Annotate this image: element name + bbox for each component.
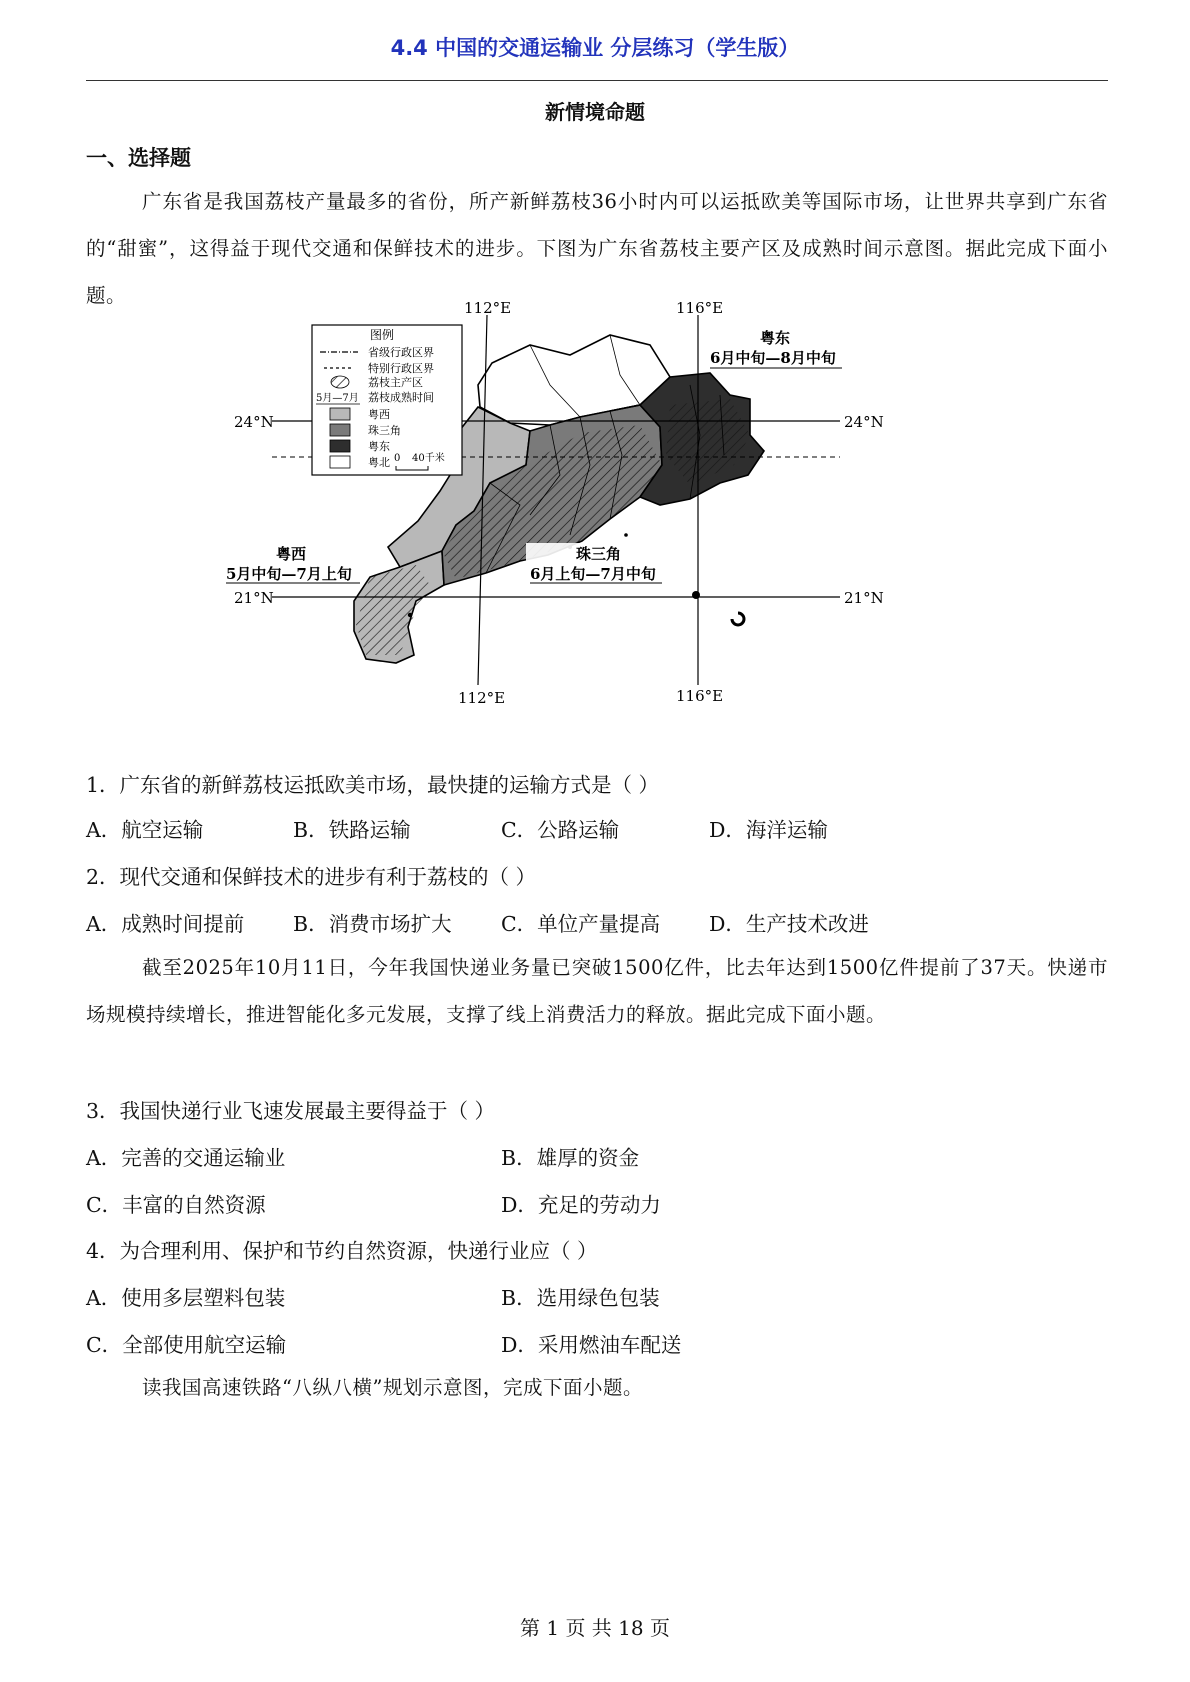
- legend-scale-km: 40千米: [412, 453, 445, 464]
- lat-label-21-left: 21°N: [234, 589, 274, 607]
- legend-item-province: 省级行政区界: [368, 346, 434, 359]
- annotation-west: [226, 545, 360, 583]
- question-1: 1．广东省的新鲜荔枝运抵欧美市场，最快捷的运输方式是（ ）: [86, 773, 660, 797]
- legend-region-prd: 珠三角: [368, 424, 401, 437]
- annotation-east-name: 粤东: [760, 329, 791, 347]
- passage-lychee: 广东省是我国荔枝产量最多的省份，所产新鲜荔枝36小时内可以运抵欧美等国际市场，让世界共享到广东省的“甜蜜”，这得益于现代交通和保鲜技术的进步。下图为广东省荔枝主要产区及成熟时间示意图。据此完成下面小题。: [86, 190, 1108, 307]
- question-3: 3．我国快递行业飞速发展最主要得益于（ ）: [86, 1099, 496, 1123]
- legend-item-sar: 特别行政区界: [368, 362, 434, 375]
- q1-option-d[interactable]: D．海洋运输: [709, 818, 828, 842]
- q3-option-c[interactable]: C．丰富的自然资源: [86, 1193, 266, 1217]
- lychee-zone-hatch-west: [356, 565, 430, 655]
- lat-label-24-right: 24°N: [844, 413, 884, 431]
- passage-express: 截至2025年10月11日，今年我国快递业务量已突破1500亿件，比去年达到1500亿件提前了37天。快递市场规模持续增长，推进智能化多元发展，支撑了线上消费活力的释放。据此完成下面小题。: [86, 956, 1108, 1026]
- q3-option-b[interactable]: B．雄厚的资金: [501, 1146, 640, 1170]
- legend-region-east: 粤东: [368, 440, 390, 453]
- annotation-east: [700, 327, 850, 371]
- q2-option-c[interactable]: C．单位产量提高: [501, 912, 661, 936]
- header-divider: [86, 80, 1108, 81]
- q1-option-a[interactable]: A．航空运输: [86, 818, 204, 842]
- map-legend: [312, 325, 462, 475]
- lat-label-24-left: 24°N: [234, 413, 274, 431]
- page-number: 第 1 页 共 18 页: [520, 1616, 670, 1640]
- q4-option-b[interactable]: B．选用绿色包装: [501, 1286, 660, 1310]
- annotation-west-time: 5月中旬—7月上旬: [226, 565, 352, 583]
- document-title: 4.4 中国的交通运输业 分层练习（学生版）: [390, 36, 800, 60]
- legend-time-sample: 5月—7月: [316, 393, 359, 404]
- q3-option-d[interactable]: D．充足的劳动力: [501, 1193, 661, 1217]
- lon-label-116-bottom: 116°E: [676, 687, 724, 705]
- lat-label-21-right: 21°N: [844, 589, 884, 607]
- q3-option-a[interactable]: A．完善的交通运输业: [86, 1146, 286, 1170]
- lon-label-112-bottom: 112°E: [458, 689, 506, 707]
- q4-option-c[interactable]: C．全部使用航空运输: [86, 1333, 287, 1357]
- q1-option-b[interactable]: B．铁路运输: [293, 818, 411, 842]
- q4-option-d[interactable]: D．采用燃油车配送: [501, 1333, 682, 1357]
- annotation-prd-time: 6月上旬—7月中旬: [530, 565, 656, 583]
- section-heading: 一、选择题: [86, 146, 191, 170]
- legend-item-lychee-area: 荔枝主产区: [368, 376, 423, 389]
- annotation-prd: [526, 543, 668, 587]
- q2-option-a[interactable]: A．成熟时间提前: [86, 912, 245, 936]
- legend-title: 图例: [370, 328, 395, 342]
- q2-option-d[interactable]: D．生产技术改进: [709, 912, 869, 936]
- annotation-west-name: 粤西: [276, 545, 307, 563]
- legend-region-north: 粤北: [368, 456, 390, 469]
- q4-option-a[interactable]: A．使用多层塑料包装: [86, 1286, 286, 1310]
- island-south: [732, 613, 744, 625]
- lon-label-116-top: 116°E: [676, 299, 724, 317]
- question-4: 4．为合理利用、保护和节约自然资源，快递行业应（ ）: [86, 1239, 598, 1263]
- annotation-prd-name: 珠三角: [576, 545, 622, 563]
- legend-scale-zero: 0: [394, 453, 401, 464]
- q2-option-b[interactable]: B．消费市场扩大: [293, 912, 452, 936]
- legend-item-ripe-time: 荔枝成熟时间: [368, 391, 434, 404]
- annotation-east-time: 6月中旬—8月中旬: [710, 349, 836, 367]
- legend-region-west: 粤西: [368, 408, 390, 421]
- guangdong-lychee-map: [226, 299, 930, 755]
- section-subtitle: 新情境命题: [545, 100, 645, 124]
- q1-option-c[interactable]: C．公路运输: [501, 818, 620, 842]
- question-2: 2．现代交通和保鲜技术的进步有利于荔枝的（ ）: [86, 865, 537, 889]
- passage-rail: 读我国高速铁路“八纵八横”规划示意图，完成下面小题。: [142, 1376, 643, 1399]
- lon-label-112-top: 112°E: [464, 299, 512, 317]
